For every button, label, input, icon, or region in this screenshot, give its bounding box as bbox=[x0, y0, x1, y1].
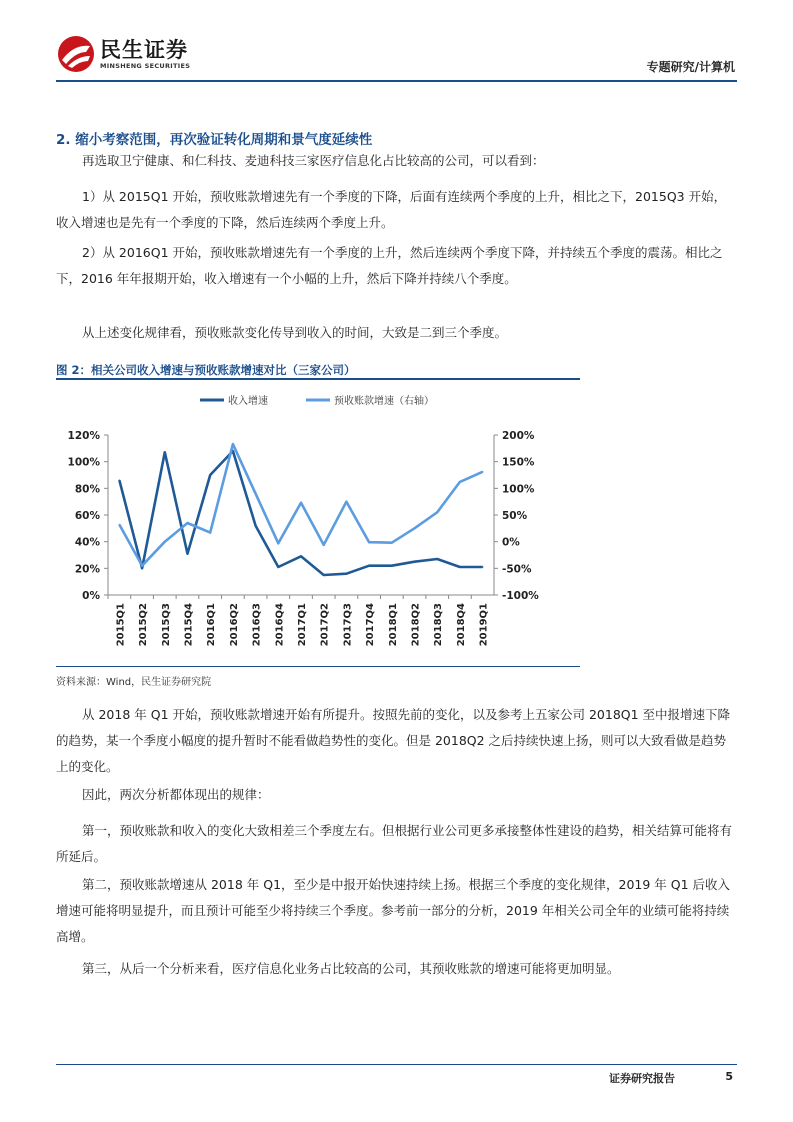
x-tick-label: 2018Q3 bbox=[433, 603, 445, 647]
data-point bbox=[482, 566, 484, 568]
right-tick-label: 50% bbox=[502, 510, 528, 522]
right-tick-label: -50% bbox=[502, 563, 532, 576]
x-tick-label: 2015Q4 bbox=[183, 603, 195, 647]
dual-axis-line-chart bbox=[56, 380, 580, 664]
paragraph-finding-1: 第一，预收账款和收入的变化大致相差三个季度左右。但根据行业公司更多承接整体性建设的趋势，相关结算可能将有所延后。 bbox=[56, 823, 733, 864]
right-axis-ticks bbox=[494, 430, 539, 602]
data-point bbox=[164, 541, 166, 543]
paragraph-point-2: 2）从 2016Q1 开始，预收账款增速先有一个季度的上升，然后连续两个季度下降，并持续五个季度的震荡。相比之下，2016 年年报期开始，收入增速有一个小幅的上升，然后下降并持续八个季度。 bbox=[56, 245, 723, 286]
data-point bbox=[346, 573, 348, 575]
paragraph-finding-2: 第二，预收账款增速从 2018 年 Q1，至少是中报开始快速持续上扬。根据三个季度的变化规律，2019 年 Q1 后收入增速可能将明显提升，而且预计可能至少将持续三个季度。参考前一部分的分析，2019 年相关公司全年的业绩可能将持续高增。 bbox=[56, 877, 731, 944]
x-tick-label: 2017Q4 bbox=[365, 603, 377, 647]
data-point bbox=[300, 556, 302, 558]
logo-emblem-icon bbox=[56, 34, 96, 74]
data-point bbox=[119, 524, 121, 526]
data-point bbox=[277, 542, 279, 544]
legend-label-advance: 预收账款增速（右轴） bbox=[334, 396, 434, 407]
paragraph-intro: 再选取卫宁健康、和仁科技、麦迪科技三家医疗信息化占比较高的公司，可以看到： bbox=[82, 153, 545, 168]
header-divider bbox=[56, 80, 737, 82]
right-tick-label: 100% bbox=[502, 483, 535, 496]
page-number: 5 bbox=[725, 1070, 733, 1083]
section-heading: 2. 缩小考察范围，再次验证转化周期和景气度延续性 bbox=[56, 132, 373, 148]
data-point bbox=[187, 522, 189, 524]
left-tick-label: 60% bbox=[74, 510, 100, 522]
data-point bbox=[141, 565, 143, 567]
logo-english-name: MINSHENG SECURITIES bbox=[100, 62, 191, 70]
left-tick-label: 80% bbox=[74, 483, 100, 496]
data-point bbox=[323, 544, 325, 546]
x-tick-label: 2015Q3 bbox=[160, 603, 172, 647]
x-tick-label: 2015Q1 bbox=[115, 603, 127, 647]
left-axis-ticks bbox=[68, 430, 108, 602]
data-point bbox=[391, 542, 393, 544]
footer-divider bbox=[56, 1064, 737, 1065]
data-point bbox=[300, 502, 302, 504]
left-tick-label: 120% bbox=[67, 430, 100, 442]
paragraph-conclusion: 从上述变化规律看，预收账款变化传导到收入的时间，大致是二到三个季度。 bbox=[82, 325, 508, 340]
x-tick-label: 2017Q2 bbox=[319, 603, 331, 647]
source-divider bbox=[56, 666, 580, 667]
data-point bbox=[255, 493, 257, 495]
data-point bbox=[459, 481, 461, 483]
x-tick-label: 2016Q1 bbox=[206, 603, 218, 647]
right-tick-label: 200% bbox=[502, 430, 535, 442]
data-point bbox=[141, 568, 143, 570]
x-axis-ticks bbox=[108, 595, 490, 646]
right-tick-label: -100% bbox=[502, 590, 539, 602]
data-point bbox=[164, 452, 166, 454]
company-logo bbox=[56, 32, 206, 76]
data-point bbox=[482, 471, 484, 473]
data-point bbox=[323, 574, 325, 576]
data-point bbox=[414, 528, 416, 530]
paragraph-summary-lead: 因此，两次分析都体现出的规律： bbox=[82, 787, 270, 802]
x-tick-label: 2017Q1 bbox=[297, 603, 308, 647]
data-point bbox=[232, 443, 234, 445]
x-tick-label: 2018Q1 bbox=[387, 603, 399, 647]
data-point bbox=[346, 501, 348, 503]
paragraph-point-1: 1）从 2015Q1 开始，预收账款增速先有一个季度的下降，后面有连续两个季度的上升，相比之下，2015Q3 开始，收入增速也是先有一个季度的下降，然后连续两个季度上升。 bbox=[56, 189, 727, 230]
data-point bbox=[459, 566, 461, 568]
data-point bbox=[209, 532, 211, 534]
report-category: 专题研究/计算机 bbox=[646, 60, 735, 74]
chart-legend bbox=[200, 394, 434, 407]
data-point bbox=[368, 565, 370, 567]
data-point bbox=[209, 474, 211, 476]
data-point bbox=[368, 541, 370, 543]
paragraph-trend: 从 2018 年 Q1 开始，预收账款增速开始有所提升。按照先前的变化，以及参考上五家公司 2018Q1 至中报增速下降的趋势，某一个季度小幅度的提升暂时不能看做趋势性的变化。但是 2018Q2 之后持续快速上扬，则可以大致看做是趋势上的变化。 bbox=[56, 707, 731, 774]
x-tick-label: 2019Q1 bbox=[478, 603, 490, 647]
left-tick-label: 100% bbox=[67, 456, 100, 469]
series-lines bbox=[119, 443, 484, 576]
logo-chinese-name: 民生证券 bbox=[100, 38, 188, 62]
data-point bbox=[436, 558, 438, 560]
figure-source: 资料来源：Wind，民生证券研究院 bbox=[56, 677, 212, 688]
x-tick-label: 2016Q3 bbox=[251, 603, 263, 647]
footer-label: 证券研究报告 bbox=[609, 1072, 675, 1085]
left-tick-label: 20% bbox=[74, 563, 100, 576]
data-point bbox=[187, 553, 189, 555]
x-tick-label: 2018Q4 bbox=[455, 603, 467, 647]
data-point bbox=[414, 561, 416, 563]
data-point bbox=[119, 480, 121, 482]
series-line-advance-receipts bbox=[119, 444, 482, 566]
x-tick-label: 2016Q2 bbox=[228, 603, 240, 647]
data-point bbox=[277, 566, 279, 568]
left-tick-label: 40% bbox=[74, 536, 100, 549]
paragraph-finding-3: 第三，从后一个分析来看，医疗信息化业务占比较高的公司，其预收账款的增速可能将更加明显。 bbox=[82, 961, 620, 976]
figure-caption: 图 2：相关公司收入增速与预收账款增速对比（三家公司） bbox=[56, 363, 356, 377]
x-tick-label: 2018Q2 bbox=[410, 603, 422, 647]
x-tick-label: 2015Q2 bbox=[138, 603, 150, 647]
data-point bbox=[391, 565, 393, 567]
left-tick-label: 0% bbox=[82, 590, 100, 602]
data-point bbox=[255, 525, 257, 527]
right-tick-label: 0% bbox=[502, 536, 520, 549]
legend-label-revenue: 收入增速 bbox=[228, 396, 268, 407]
x-tick-label: 2016Q4 bbox=[274, 603, 286, 647]
right-tick-label: 150% bbox=[502, 456, 535, 469]
data-point bbox=[436, 512, 438, 514]
x-tick-label: 2017Q3 bbox=[342, 603, 354, 647]
